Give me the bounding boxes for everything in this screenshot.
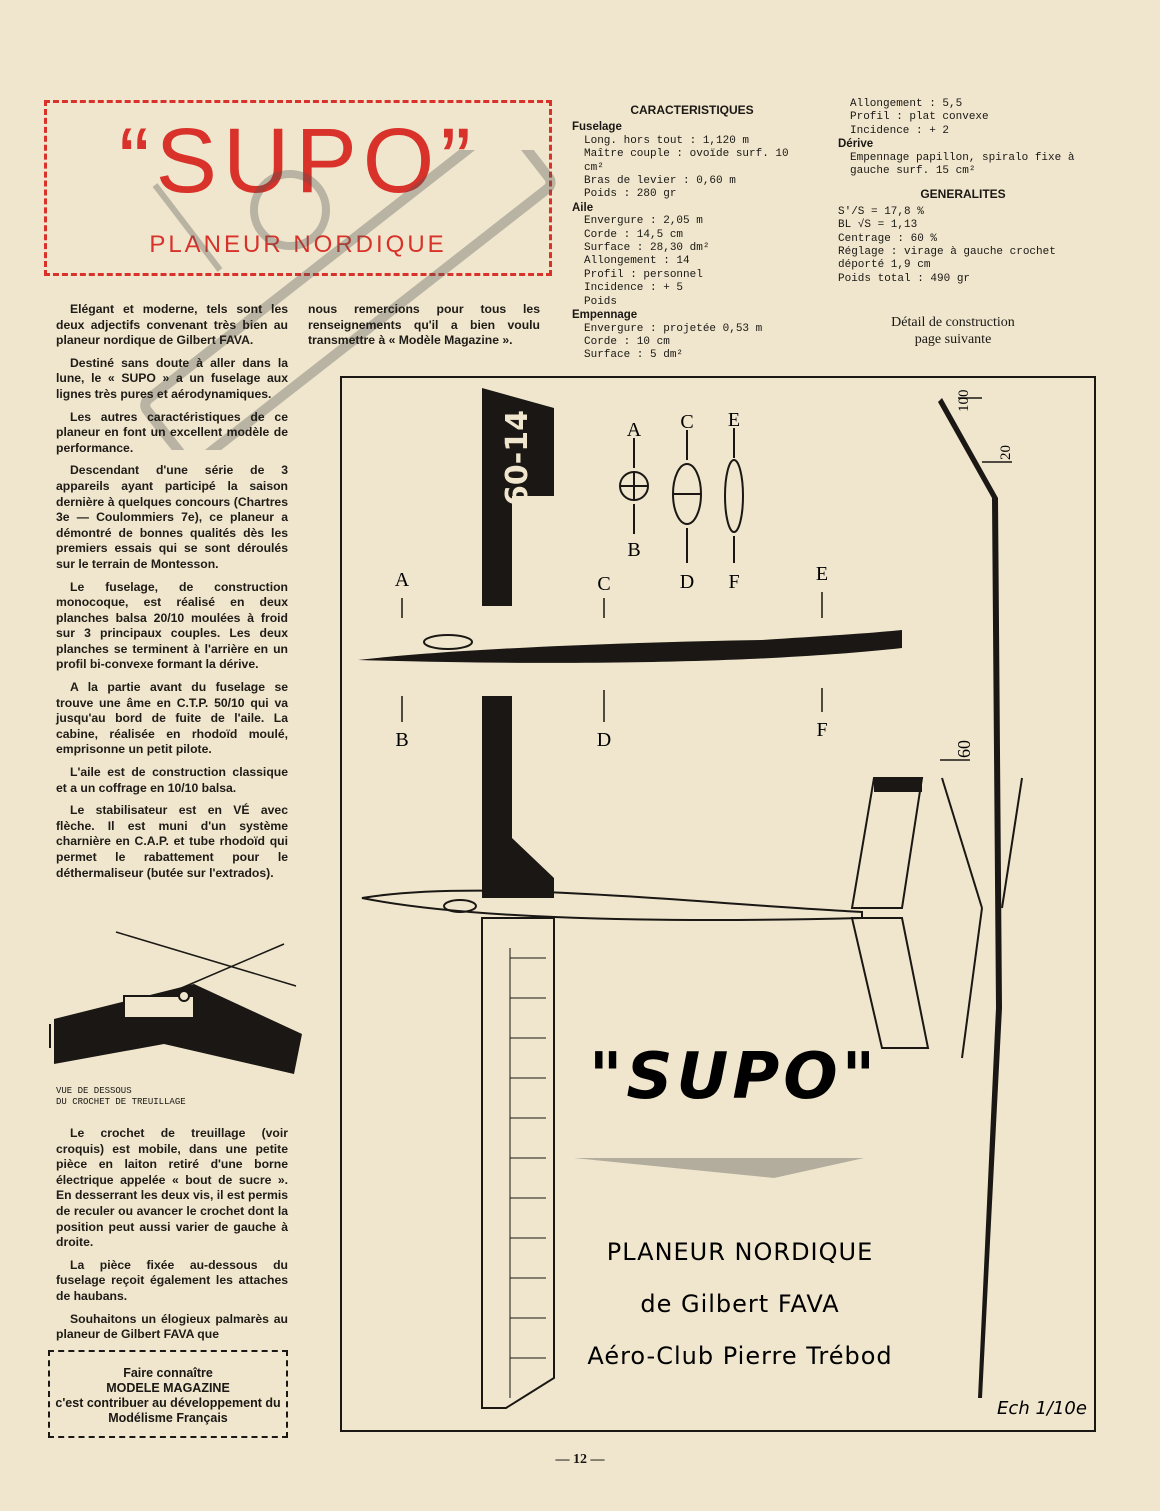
article-subtitle: PLANEUR NORDIQUE [149, 231, 447, 258]
tow-hook-sketch [44, 924, 304, 1084]
note-line: Détail de construction [891, 315, 1015, 330]
plan-subtitle: PLANEUR NORDIQUE [606, 1238, 874, 1266]
spec-line: Centrage : 60 % [838, 232, 938, 245]
section-label: A [394, 569, 410, 591]
paragraph: nous remercions pour tous les renseignements qu'il a bien voulu transmettre à « Modèle Magazine ». [308, 302, 540, 348]
sketch-caption [56, 1086, 286, 1107]
paragraph: Le stabilisateur est en VÉ avec flèche. Il est muni d'un système charnière en C.A.P. et tube rhodoïd qui permet le rabattement pour le déthermaliseur (butée sur l'extrados). [56, 803, 288, 880]
spec-line: Surface : 28,30 dm² [584, 242, 710, 255]
section-label: C [680, 411, 694, 433]
spec-line: S'/S = 17,8 % [838, 205, 924, 218]
specs-heading: CARACTERISTIQUES [630, 103, 754, 117]
section-label: D [596, 729, 612, 751]
caption-line: VUE DE DESSOUS [56, 1086, 132, 1096]
spec-line: Poids total : 490 gr [838, 272, 971, 285]
specs-section-aile: Aile [572, 201, 594, 214]
registration-label: 60-14 [500, 410, 535, 506]
spec-line: Poids [584, 295, 618, 308]
spec-line: Maître couple : ovoïde surf. 10 cm² [584, 148, 789, 174]
detail-note [848, 314, 1058, 348]
spec-line: Bras de levier : 0,60 m [584, 175, 736, 188]
plan-author: de Gilbert FAVA [640, 1290, 840, 1318]
section-label: B [395, 729, 409, 751]
promo-line: MODELE MAGAZINE [106, 1381, 230, 1395]
spec-line: Incidence : + 2 [850, 124, 950, 137]
section-label: A [626, 419, 642, 441]
specs-characteristics [572, 102, 812, 363]
plan-frame [340, 376, 1096, 1432]
page-number: — 12 — [555, 1452, 605, 1467]
spec-line: Envergure : projetée 0,53 m [584, 322, 763, 335]
spec-line: Empennage papillon, spiralo fixe à gauche surf. 15 cm² [850, 151, 1075, 178]
section-label: D [679, 571, 695, 593]
section-label: F [816, 719, 828, 741]
spec-line: Long. hors tout : 1,120 m [584, 134, 750, 147]
spec-line: Poids : 280 gr [584, 188, 677, 201]
article-column-middle [308, 302, 540, 356]
section-label: F [728, 571, 740, 593]
specs-section-empennage: Empennage [572, 309, 638, 322]
generalites-heading: GENERALITES [920, 187, 1006, 202]
section-label: B [627, 539, 641, 561]
paragraph: Les autres caractéristiques de ce planeur en font un excellent modèle de performance. [56, 409, 288, 455]
paragraph: L'aile est de construction classique et a un coffrage en 10/10 balsa. [56, 765, 288, 795]
section-label: E [727, 409, 741, 431]
promo-line: Faire connaître [123, 1366, 213, 1380]
specs-section-derive: Dérive [838, 138, 874, 151]
plan-title: "SUPO" [588, 1040, 880, 1114]
article-title: “SUPO” [119, 110, 477, 212]
paragraph: Le fuselage, de construction monocoque, est réalisé en deux planches balsa 20/10 moulées à froid sur 3 principaux couples. Les deux planches se terminent à l'arrière en un profil bi-convexe formant la dérive. [56, 579, 288, 672]
spec-line: Surface : 5 dm² [584, 349, 684, 362]
spec-line: Réglage : virage à gauche crochet déporté 1,9 cm [838, 246, 1056, 272]
spec-line: Envergure : 2,05 m [584, 215, 703, 228]
paragraph: Descendant d'une série de 3 appareils ayant participé la saison dernière à quelques concours (Chartres 3e — Coulommiers 7e), ce planeur a démontré de bonnes qualités dès les premiers essais qui se sont déroulés sur le terrain de Montesson. [56, 463, 288, 571]
paragraph: La pièce fixée au-dessous du fuselage reçoit également les attaches de haubans. [56, 1257, 288, 1303]
specs-section-fuselage: Fuselage [572, 121, 622, 134]
paragraph: Elégant et moderne, tels sont les deux adjectifs convenant très bien au planeur nordique de Gilbert FAVA. [56, 302, 288, 348]
front-view [938, 398, 1002, 1398]
spec-line: Corde : 10 cm [584, 335, 670, 348]
spec-line: Profil : plat convexe [850, 111, 989, 124]
plan-drawing [342, 378, 1094, 1430]
specs-generalites [838, 98, 1088, 286]
spec-line: Incidence : + 5 [584, 282, 684, 295]
spec-line: Allongement : 5,5 [850, 98, 963, 110]
spec-line: Profil : personnel [584, 268, 703, 281]
promo-box [48, 1350, 288, 1438]
article-column-left [56, 302, 288, 888]
stabilizer-lower [852, 918, 928, 1048]
spec-line: Corde : 14,5 cm [584, 228, 684, 241]
wing-top-view [482, 696, 554, 898]
plan-scale: Ech 1/10e [997, 1398, 1087, 1419]
section-label: C [597, 573, 611, 595]
title-box [44, 100, 552, 276]
promo-line: c'est contribuer au développement du Modélisme Français [55, 1396, 281, 1425]
paragraph: Le crochet de treuillage (voir croquis) est mobile, dans une petite pièce en laiton retiré d'une borne électrique appelée « bout de sucre ». En desserrant les deux vis, il est permis de reculer ou avancer le crochet dont la position peut aussi varier de gauche à droite. [56, 1126, 288, 1250]
stabilizer-upper [852, 778, 922, 908]
paragraph: Souhaitons un élogieux palmarès au planeur de Gilbert FAVA que [56, 1311, 288, 1342]
section-label: E [815, 563, 829, 585]
article-column-left-lower [56, 1126, 288, 1350]
dimension-label: 20 [998, 445, 1014, 460]
note-line: page suivante [914, 332, 992, 347]
dimension-label: 100 [956, 389, 972, 412]
dimension-label: 60 [954, 740, 974, 758]
caption-line: DU CROCHET DE TREUILLAGE [56, 1096, 186, 1107]
spec-line: Allongement : 14 [584, 255, 690, 268]
paragraph: Destiné sans doute à aller dans la lune, le « SUPO » a un fuselage aux lignes très pures et aérodynamiques. [56, 355, 288, 401]
paragraph: A la partie avant du fuselage se trouve une âme en C.T.P. 50/10 qui va jusqu'au bord de fuite de l'aile. La cabine, réalisée en rhodoïd moulé, emprisonne un petit pilote. [56, 680, 288, 757]
plan-club: Aéro-Club Pierre Trébod [587, 1342, 893, 1370]
spec-line: BL √S = 1,13 [838, 219, 918, 232]
wing-panel-lower [482, 918, 554, 1408]
